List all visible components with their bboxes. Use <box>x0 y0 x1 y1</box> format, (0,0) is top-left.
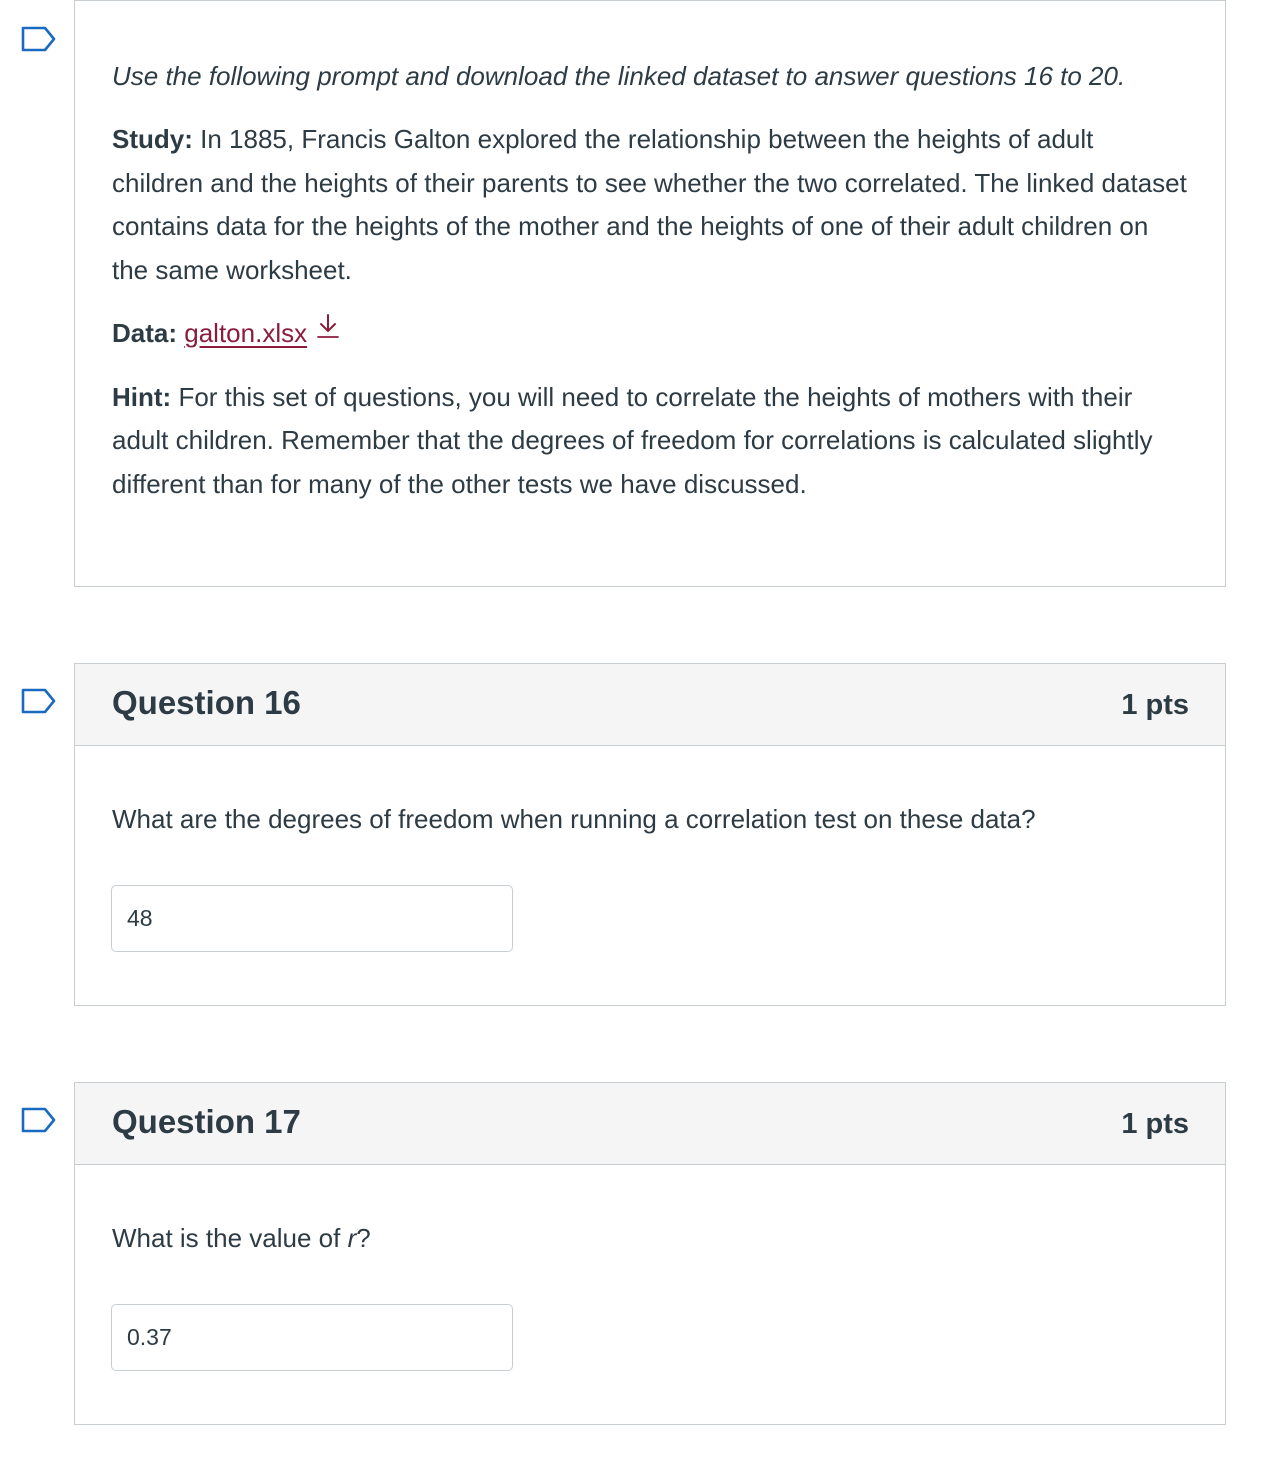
question-title: Question 16 <box>112 684 301 721</box>
question-text: What are the degrees of freedom when running a correlation test on these data? <box>112 804 1036 834</box>
answer-input[interactable] <box>111 1304 513 1371</box>
question-text-after: ? <box>356 1223 371 1253</box>
question-text-variable: r <box>347 1223 357 1253</box>
question-text-before: What is the value of <box>112 1223 348 1253</box>
flag-icon[interactable] <box>21 688 57 714</box>
flag-icon[interactable] <box>21 26 57 52</box>
study-paragraph <box>112 118 1187 292</box>
data-label: Data: <box>112 318 178 348</box>
study-label: Study: <box>112 124 193 154</box>
hint-label: Hint: <box>112 381 172 412</box>
download-icon[interactable] <box>315 310 341 354</box>
study-text: In 1885, Francis Galton explored the relationship between the heights of adult children and the heights of their parents to see whether the two correlated. The linked dataset contains data for the heights of the mother and the heights of one of their adult children on the same worksheet. <box>112 124 1187 285</box>
question-text <box>112 1223 371 1254</box>
question-header <box>75 664 1225 746</box>
flag-icon[interactable] <box>21 1107 57 1133</box>
answer-input[interactable] <box>111 885 513 952</box>
dataset-link[interactable]: galton.xlsx <box>184 318 308 348</box>
question-16-card <box>74 663 1226 1006</box>
data-paragraph <box>112 312 1187 356</box>
prompt-intro: Use the following prompt and download the linked dataset to answer questions 16 to 20. <box>112 61 1126 91</box>
hint-paragraph <box>112 376 1187 507</box>
question-17-card <box>74 1082 1226 1425</box>
prompt-box <box>74 0 1226 587</box>
question-points: 1 pts <box>1121 1108 1189 1140</box>
question-header <box>75 1083 1225 1165</box>
hint-text: For this set of questions, you will need to correlate the heights of mothers with their adult children. Remember that the degrees of freedom for correlations is calculated slightly different than for many of the other tests we have discussed. <box>112 381 1153 499</box>
question-title: Question 17 <box>112 1103 301 1140</box>
question-points: 1 pts <box>1121 689 1189 721</box>
